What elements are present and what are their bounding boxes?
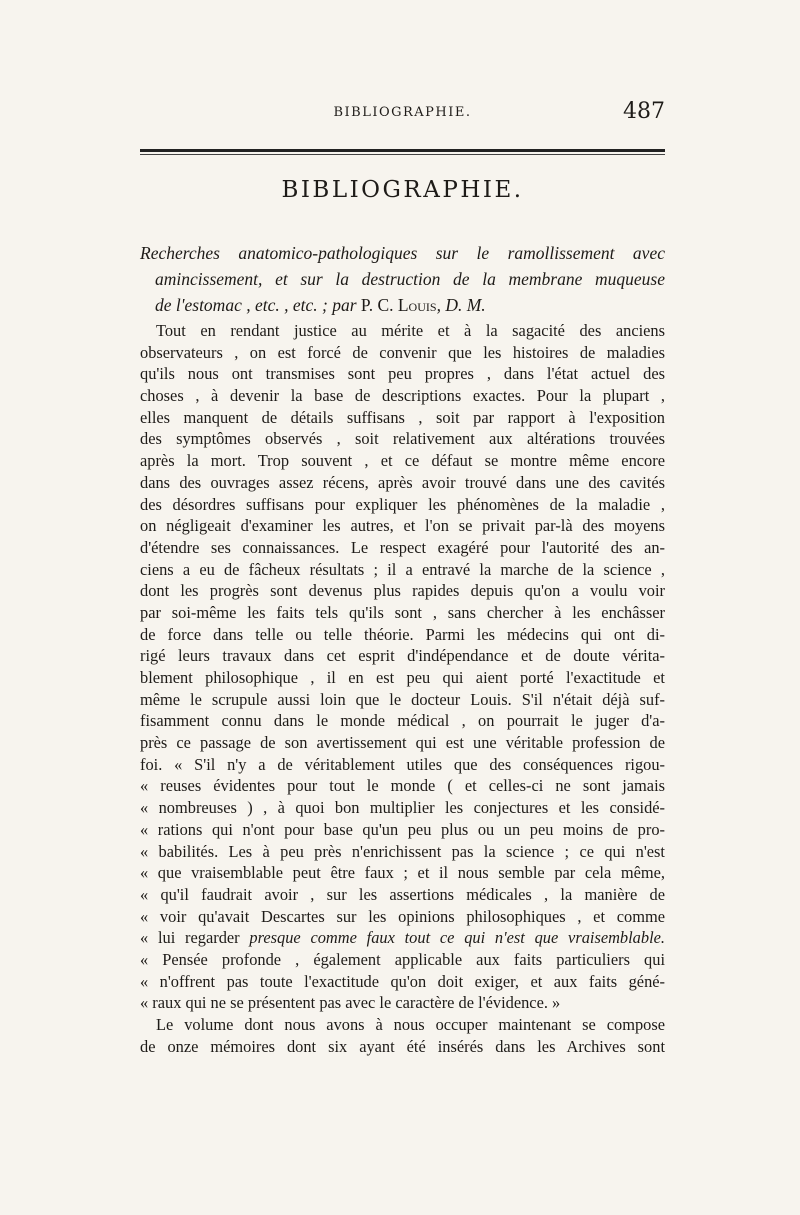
text-line: de force dans telle ou telle théorie. Parmi les médecins qui ont di- [140, 624, 665, 644]
review-heading [140, 240, 665, 318]
quote-prefix: « lui regarder [140, 928, 250, 948]
text-line: « reuses évidentes pour tout le monde ( et celles-ci ne sont jamais [140, 776, 665, 796]
text-line: qu'ils nous ont transmises sont peu propres , dans l'état actuel des [140, 364, 665, 384]
text-line: Le volume dont nous avons à nous occuper maintenant se compose [156, 1015, 665, 1034]
text-line: même le scrupule aussi loin que le docteur Louis. S'il n'était déjà suf- [140, 689, 665, 709]
header-rule-thick [140, 149, 665, 152]
quote-emphasis: presque comme faux tout ce qui n'est que vraisemblable. [249, 928, 665, 948]
header-rule-thin [140, 154, 665, 155]
text-line: « rations qui n'ont pour base qu'un peu plus ou un peu moins de pro- [140, 819, 665, 839]
text-line: « nombreuses ) , à quoi bon multiplier les conjectures et les considé- [140, 798, 665, 818]
text-line: d'étendre ses connaissances. Le respect exagéré pour l'autorité des an- [140, 537, 665, 557]
review-heading-line [140, 292, 665, 318]
text-line: de onze mémoires dont six ayant été insérés dans les Archives sont [140, 1036, 665, 1056]
review-heading-line: Recherches anatomico-pathologiques sur le ramollissement avec [140, 243, 665, 263]
section-title: BIBLIOGRAPHIE. [281, 177, 524, 203]
text-line: rigé leurs travaux dans cet esprit d'indépendance et de doute vérita- [140, 646, 665, 666]
text-line: « babilités. Les à peu près n'enrichissent pas la science ; ce qui n'est [140, 841, 665, 861]
text-line: fisamment connu dans le monde médical , on pourrait le juger d'a- [140, 711, 665, 731]
text-line: « voir qu'avait Descartes sur les opinions philosophiques , et comme [140, 906, 665, 926]
review-heading-line: amincissement, et sur la destruction de la membrane muqueuse [155, 269, 665, 289]
review-heading-line-text: de l'estomac , etc. , etc. ; par [155, 295, 357, 315]
text-line: Tout en rendant justice au mérite et à la sagacité des anciens [156, 321, 665, 340]
page-number: 487 [623, 99, 665, 124]
text-line: après la mort. Trop souvent , et ce défaut se montre même encore [140, 451, 665, 471]
text-line: par soi-même les faits tels qu'ils sont , sans chercher à les enchâsser [140, 602, 665, 622]
body-text [140, 320, 665, 1057]
text-line: elles manquent de détails suffisans , soit par rapport à l'exposition [140, 407, 665, 427]
text-line: des désordres suffisans pour expliquer les phénomènes de la maladie , [140, 494, 665, 514]
text-line: blement philosophique , il en est peu qui aient porté l'exactitude et [140, 668, 665, 687]
text-line: choses , à devenir la base de descriptions exactes. Pour la plupart , [140, 386, 665, 406]
text-line: foi. « S'il n'y a de véritablement utiles que des conséquences rigou- [140, 754, 665, 774]
text-line: « raux qui ne se présentent pas avec le caractère de l'évidence. » [140, 993, 561, 1013]
text-line: près ce passage de son avertissement qui est une véritable profession de [140, 733, 665, 753]
running-head [140, 99, 665, 127]
text-line: on négligeait d'examiner les autres, et l'on se privait par-là des moyens [140, 516, 665, 536]
text-line: ciens a eu de fâcheux résultats ; il a entravé la marche de la science , [140, 559, 665, 579]
text-line: dans des ouvrages assez récens, après avoir trouvé dans une des cavités [140, 472, 665, 492]
review-author-suffix: , D. M. [436, 295, 486, 315]
running-head-title: BIBLIOGRAPHIE. [333, 105, 472, 120]
text-line: « que vraisemblable peut être faux ; et il nous semble par cela même, [140, 863, 665, 883]
text-line-quote [140, 927, 665, 949]
review-author: P. C. Louis [360, 295, 437, 315]
text-line: « qu'il faudrait avoir , sur les assertions médicales , la manière de [140, 884, 665, 904]
text-line: observateurs , on est forcé de convenir que les histoires de maladies [140, 342, 665, 362]
text-line: « n'offrent pas toute l'exactitude qu'on doit exiger, et aux faits géné- [140, 971, 665, 991]
text-line: des symptômes observés , soit relativement aux altérations trouvées [140, 429, 665, 449]
text-line: « Pensée profonde , également applicable aux faits particuliers qui [140, 949, 665, 969]
text-line: dont les progrès sont devenus plus rapides depuis qu'on a voulu voir [140, 581, 665, 601]
